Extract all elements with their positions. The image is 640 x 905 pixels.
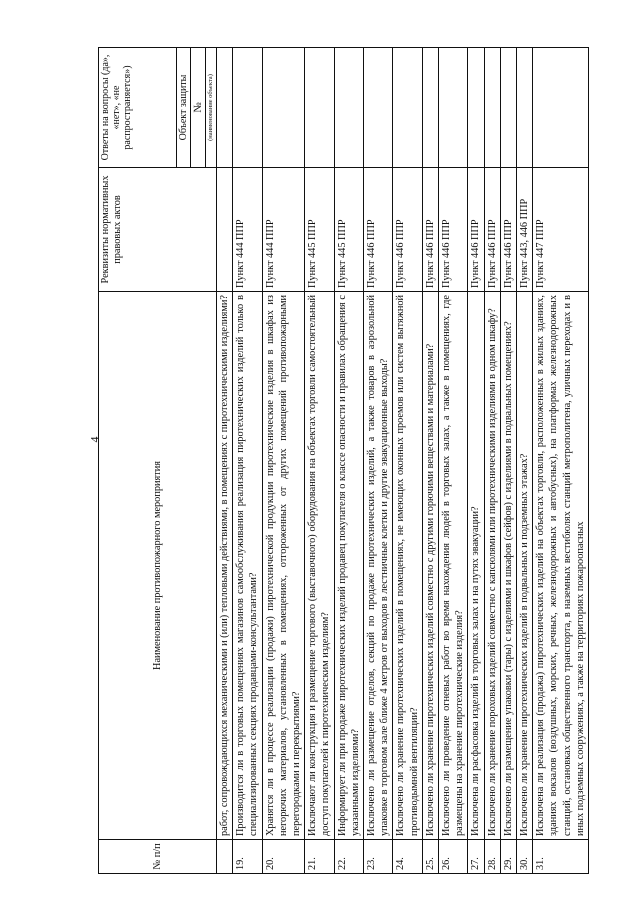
row-text: Производится ли в торговых помещениях магазинов самообслуживания реализация пиротехнических изделий только в специализированных секциях продавцами-консультантами? [233,292,262,840]
row-answer[interactable] [334,48,363,168]
row-num: 24. [393,840,422,874]
row-answer[interactable] [262,48,305,168]
row-num: 19. [233,840,262,874]
header-requisites: Реквизиты нормативных правовых актов [99,168,217,292]
row-answer[interactable] [364,48,393,168]
answer-num-label: № [190,48,205,167]
row-num: 28. [484,840,500,874]
object-name-label: (наименование объекта) [205,48,216,167]
row-text: Исключено ли размещение отделов, секций по продаже пиротехнических изделий, а также товаров в аэрозольной упаковке в торговом зале ближе 4 метров от выходов в лестничные клетки и другие эвакуационные выходы? [364,292,393,840]
row-requisites: Пункт 446 ППР [393,168,422,292]
row-answer[interactable] [439,48,468,168]
row-answer[interactable] [500,48,516,168]
table-header-row [99,48,217,874]
table-row [468,48,484,874]
row-num: 30. [517,840,533,874]
row-num: 23. [364,840,393,874]
table-row [517,48,533,874]
row-text: Исключена ли расфасовка изделий в торговых залах и на путях эвакуации? [468,292,484,840]
row-num: 25. [422,840,438,874]
row-requisites: Пункт 447 ППР [533,168,589,292]
header-num: № п/п [99,840,217,874]
row-text: работ, сопровождающихся механическими и (или) тепловыми действиями, в помещениях с пиротехническими изделиями? [217,292,233,840]
row-requisites: Пункт 446 ППР [439,168,468,292]
row-text: Исключена ли реализация (продажа) пиротехнических изделий на объектах торговли, расположенных в жилых зданиях, зданиях вокзалов (воздушных, морских, речных, железнодорожных и автобусных), на платформах железнодорожных станций, остановках общественного транспорта, в наземных вестибюлях станций метрополитена, уличных переходах и в иных подземных сооружениях, а также на территориях пожароопасных [533,292,589,840]
row-requisites: Пункт 446 ППР [364,168,393,292]
row-num: 27. [468,840,484,874]
row-requisites: Пункт 445 ППР [334,168,363,292]
row-answer[interactable] [393,48,422,168]
row-requisites: Пункт 446 ППР [500,168,516,292]
row-answer[interactable] [484,48,500,168]
rotated-table-container [98,48,586,874]
table-row [500,48,516,874]
row-requisites: Пункт 443, 446 ППР [517,168,533,292]
row-text: Исключено ли размещение упаковки (тары) с изделиями и шкафов (сейфов) с изделиями в подвальных помещениях? [500,292,516,840]
row-answer[interactable] [217,48,233,168]
table-row [262,48,305,874]
row-text: Исключено ли хранение пиротехнических изделий в подвальных и подземных этажах? [517,292,533,840]
table-row [334,48,363,874]
row-answer[interactable] [233,48,262,168]
row-num: 26. [439,840,468,874]
row-requisites: Пункт 444 ППР [262,168,305,292]
table-row [393,48,422,874]
row-requisites: Пункт 446 ППР [484,168,500,292]
header-answers [99,48,217,168]
row-answer[interactable] [517,48,533,168]
table-row [422,48,438,874]
row-text: Исключено ли хранение пиротехнических изделий совместно с другими горючими веществами и материалами? [422,292,438,840]
table-row [217,48,233,874]
table-row [484,48,500,874]
row-text: Информирует ли при продаже пиротехнических изделий продавец покупателя о классе опасности и правилах обращения с указанными изделиями? [334,292,363,840]
page-number: 4 [87,436,102,443]
row-requisites: Пункт 446 ППР [468,168,484,292]
row-requisites: Пункт 445 ППР [305,168,334,292]
row-text: Исключено ли проведение огневых работ во время нахождения людей в торговых залах, а также в помещениях, где размещены на хранение пиротехнические изделия? [439,292,468,840]
row-text: Исключают ли конструкция и размещение торгового (выставочного) оборудования на объектах торговли самостоятельный доступ покупателей к пиротехническим изделиям? [305,292,334,840]
row-requisites [217,168,233,292]
answers-label: Ответы на вопросы (да», «нет», «не распространяется») [100,54,133,161]
object-label: Объект защиты [176,48,190,167]
row-num: 29. [500,840,516,874]
row-text: Хранятся ли в процессе реализации (продажи) пиротехнической продукции пиротехнические изделия в шкафах из негорючих материалов, установленных в помещениях, отгороженных от других помещений противопожарными перегородками и перекрытиями? [262,292,305,840]
row-answer[interactable] [305,48,334,168]
table-row [233,48,262,874]
table-row [533,48,589,874]
row-requisites: Пункт 446 ППР [422,168,438,292]
header-name: Наименование противопожарного мероприятия [99,292,217,840]
row-answer[interactable] [533,48,589,168]
row-answer[interactable] [422,48,438,168]
row-num: 20. [262,840,305,874]
row-num [217,840,233,874]
row-num: 22. [334,840,363,874]
row-text: Исключено ли хранение пиротехнических изделий в помещениях, не имеющих оконных проемов или систем вытяжной противодымной вентиляции? [393,292,422,840]
table-body [217,48,589,874]
row-num: 31. [533,840,589,874]
table-row [305,48,334,874]
row-answer[interactable] [468,48,484,168]
table-row [364,48,393,874]
table-row [439,48,468,874]
row-requisites: Пункт 444 ППР [233,168,262,292]
row-text: Исключено ли хранение пороховых изделий совместно с капсюлями или пиротехническими изделиями в одном шкафу? [484,292,500,840]
row-num: 21. [305,840,334,874]
checklist-table [98,47,589,874]
